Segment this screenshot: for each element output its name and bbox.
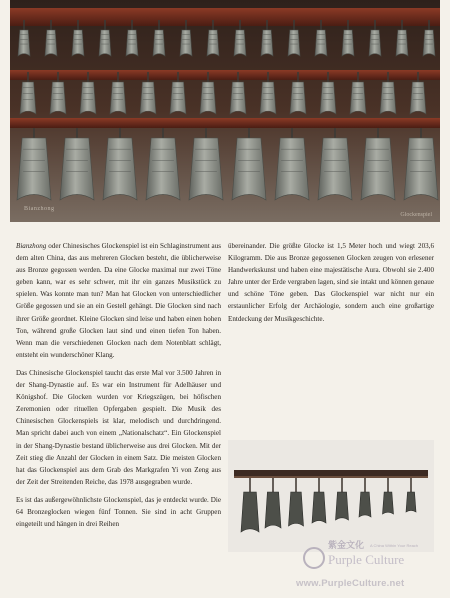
hero-side-text: Glockenspiel <box>400 212 432 218</box>
watermark-url: www.PurpleCulture.net <box>296 578 405 589</box>
logo-mark-icon <box>304 548 324 568</box>
paragraph-intro <box>16 240 221 361</box>
right-text-column <box>228 240 434 331</box>
paragraph-intro-text: oder Chinesisches Glockenspiel ist ein Schlaginstrument aus dem alten China, das aus mehreren Glocken besteht, die üblicherweise aus Bronze gegossen werden. Da eine Glocke maximal nur zwei Töne geben kann, war es sehr schwer, mit ihr ein ganzes Musikstück zu spielen. Was konnte man tun? Man hat Glocken von unterschiedlicher Größe gegossen und sie an ein Gestell gehängt. Die Glocken sind nach ihrer Größe geordnet. Kleine Glocken sind leise und haben einen hohen Ton, während große Glocken laut sind und einen tiefen Ton haben. Wenn man die verschiedenen Glocken nach dem Notenblatt schlägt, entsteht ein wunderschöner Klang. <box>16 242 221 359</box>
left-text-column <box>16 240 221 536</box>
logo-brand: Purple Culture <box>328 552 405 567</box>
bell-bottom-row <box>232 128 266 200</box>
bell-rack-illustration <box>10 0 440 222</box>
paragraph-continuation: übereinander. Die größte Glocke ist 1,5 Meter hoch und wiegt 203,6 Kilogramm. Die aus Bronze gegossenen Glocken zeugen von erlesener Handwerkskunst und haben eine majestätische Aura. Obwohl sie 2.400 Jahre unter der Erde vergraben lagen, sind sie intakt und können genaue und schöne Töne geben. Das Glockenspiel war nicht nur ein erstaunlicher Erfolg der Archäologie, sondern auch eine großartige Entdeckung der Musikgeschichte. <box>228 242 434 323</box>
bell-bottom-row <box>404 128 438 200</box>
hero-caption: Bianzhong <box>24 206 55 212</box>
rack-beam <box>10 70 440 80</box>
bell-bottom-row <box>318 128 352 200</box>
paragraph-history: Das Chinesische Glockenspiel taucht das erste Mal vor 3.500 Jahren in der Shang-Dynastie auf. Es war ein Instrument für Adelhäuser und Königshof. Die Glocken wurden vor Kriegszügen, bei höfischen Zeremonien oder rituellen Opfergaben gespielt. Die Musik des Chinesischen Glockenspiels ist klar, melodisch und durchdringend. Man spricht dabei auch von einem „Nationalschatz“. Ein Glockenspiel in der Shang-Dynastie bestand üblicherweise aus drei Glocken. Mit der Zeit stieg die Anzahl der Glocken in einem Satz. Die meisten Glocken hat das Glockenspiel aus dem Grab des Markgrafen Yi von Zeng aus der Zeit der Streitenden Reiche, das 1978 ausgegraben wurde. <box>16 368 221 486</box>
bell-bottom-row <box>60 128 94 200</box>
bell-bottom-row <box>17 128 51 200</box>
logo-tagline: A China Within Your Reach <box>370 543 419 548</box>
bell-bottom-row <box>275 128 309 200</box>
rack-beam <box>10 118 440 128</box>
hero-photo-bianzhong <box>10 0 440 222</box>
paragraph-zeng: Es ist das außergewöhnlichste Glockenspiel, das je entdeckt wurde. Die 64 Bronzeglocken wiegen fünf Tonnen. Sie sind in acht Gruppen eingeteilt und hängen in drei Reihen <box>16 495 221 529</box>
bell-bottom-row <box>189 128 223 200</box>
term-bianzhong: Bianzhong <box>16 242 47 250</box>
bell-bottom-row <box>361 128 395 200</box>
bell-bottom-row <box>146 128 180 200</box>
purple-culture-logo <box>300 536 430 576</box>
logo-cn-text: 紫金文化 <box>328 541 365 551</box>
bell-bottom-row <box>103 128 137 200</box>
